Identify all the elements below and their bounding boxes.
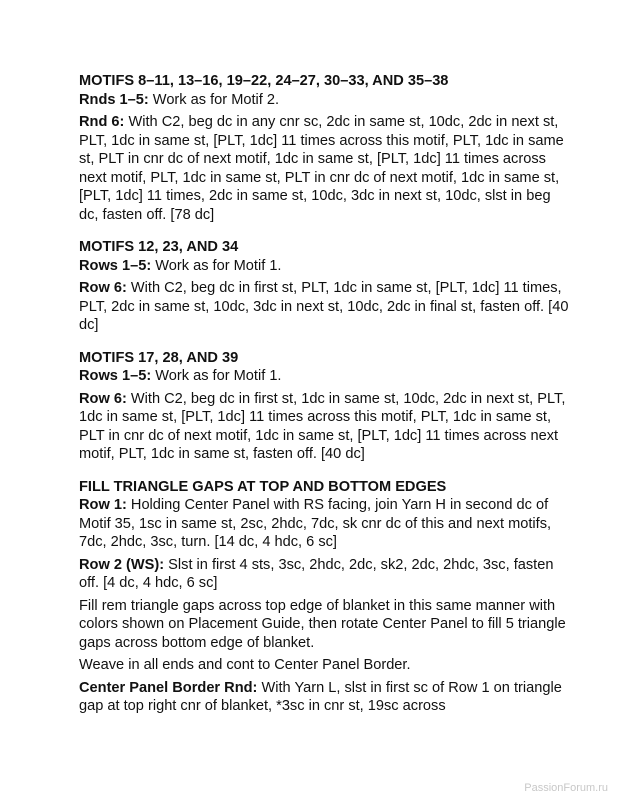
instruction-text: With C2, beg dc in first st, PLT, 1dc in same st, [PLT, 1dc] 11 times, PLT, 2dc in same st, 10dc, 3dc in next st, 10dc, 2dc in final st, fasten off. [40 dc]	[79, 280, 569, 333]
instruction-lead: Rnds 1–5:	[79, 91, 149, 108]
instruction-text: Work as for Motif 2.	[148, 91, 280, 108]
section-title: MOTIFS 12, 23, AND 34	[79, 239, 239, 255]
instruction-lead: Rows 1–5:	[79, 257, 152, 274]
instruction-text: With C2, beg dc in any cnr sc, 2dc in same st, 10dc, 2dc in next st, PLT, 1dc in same st, [PLT, 1dc] 11 times across this motif, PLT, 1dc in same st, PLT in cnr dc of next motif, 1dc in same st, [PLT, 1dc] 11 times across next motif, PLT, 1dc in same st, PLT in cnr dc of next motif, 1dc in same st, [PLT, 1dc] 11 times, 2dc in same st, 10dc, 3dc in next st, 10dc, slst in beg dc, fasten off. [78 dc]	[79, 114, 564, 223]
pattern-text	[79, 72, 569, 730]
instruction-text: Weave in all ends and cont to Center Panel Border.	[79, 657, 411, 673]
instruction-text: With Yarn L, slst in first sc of Row 1 on triangle gap at top right cnr of blanket, *3sc in cnr st, 19sc across	[79, 679, 562, 714]
instruction-paragraph	[79, 496, 569, 552]
instruction-paragraph	[79, 597, 569, 653]
instruction-paragraph	[79, 556, 569, 593]
section-motifs-12-23-34	[79, 238, 569, 335]
instruction-paragraph	[79, 367, 569, 386]
instruction-lead: Center Panel Border Rnd:	[79, 679, 258, 696]
section-fill-triangle-gaps	[79, 478, 569, 716]
instruction-paragraph	[79, 279, 569, 335]
section-title: MOTIFS 17, 28, AND 39	[79, 349, 239, 366]
watermark: PassionForum.ru	[524, 782, 608, 794]
section-title: FILL TRIANGLE GAPS AT TOP AND BOTTOM EDGES	[79, 478, 447, 495]
instruction-text: Holding Center Panel with RS facing, join Yarn H in second dc of Motif 35, 1sc in same st, 2sc, 2hdc, 7dc, sk cnr dc of this and next motifs, 7dc, 2hdc, 3sc, turn. [14 dc, 4 hdc, 6 sc]	[79, 497, 552, 550]
instruction-paragraph	[79, 91, 569, 110]
instruction-lead: Rnd 6:	[79, 114, 125, 130]
instruction-lead: Rows 1–5:	[79, 368, 152, 384]
instruction-text: Slst in first 4 sts, 3sc, 2hdc, 2dc, sk2, 2dc, 2hdc, 3sc, fasten off. [4 dc, 4 hdc, 6 sc]	[79, 556, 554, 591]
instruction-lead: Row 6:	[79, 280, 127, 296]
instruction-text: Work as for Motif 1.	[151, 257, 282, 274]
instruction-paragraph	[79, 113, 569, 224]
instruction-lead: Row 6:	[79, 390, 127, 407]
section-motifs-17-28-39	[79, 349, 569, 464]
instruction-paragraph	[79, 679, 569, 716]
instruction-paragraph	[79, 257, 569, 276]
instruction-text: With C2, beg dc in first st, 1dc in same st, 10dc, 2dc in next st, PLT, 1dc in same st, [PLT, 1dc] 11 times across this motif, PLT, 1dc in same st, PLT in cnr dc of next motif, 1dc in same st, [PLT, 1dc] 11 times across next motif, PLT, 1dc in same st, fasten off. [40 dc]	[79, 390, 566, 462]
instruction-lead: Row 2 (WS):	[79, 556, 165, 573]
instruction-paragraph	[79, 390, 569, 464]
instruction-text: Work as for Motif 1.	[151, 368, 282, 384]
section-motifs-8-38	[79, 72, 569, 224]
instruction-lead: Row 1:	[79, 497, 127, 513]
section-title: MOTIFS 8–11, 13–16, 19–22, 24–27, 30–33, AND 35–38	[79, 73, 449, 89]
instruction-text: Fill rem triangle gaps across top edge of blanket in this same manner with colors shown on Placement Guide, then rotate Center Panel to fill 5 triangle gaps across bottom edge of blanket.	[79, 597, 566, 651]
instruction-paragraph	[79, 656, 569, 675]
